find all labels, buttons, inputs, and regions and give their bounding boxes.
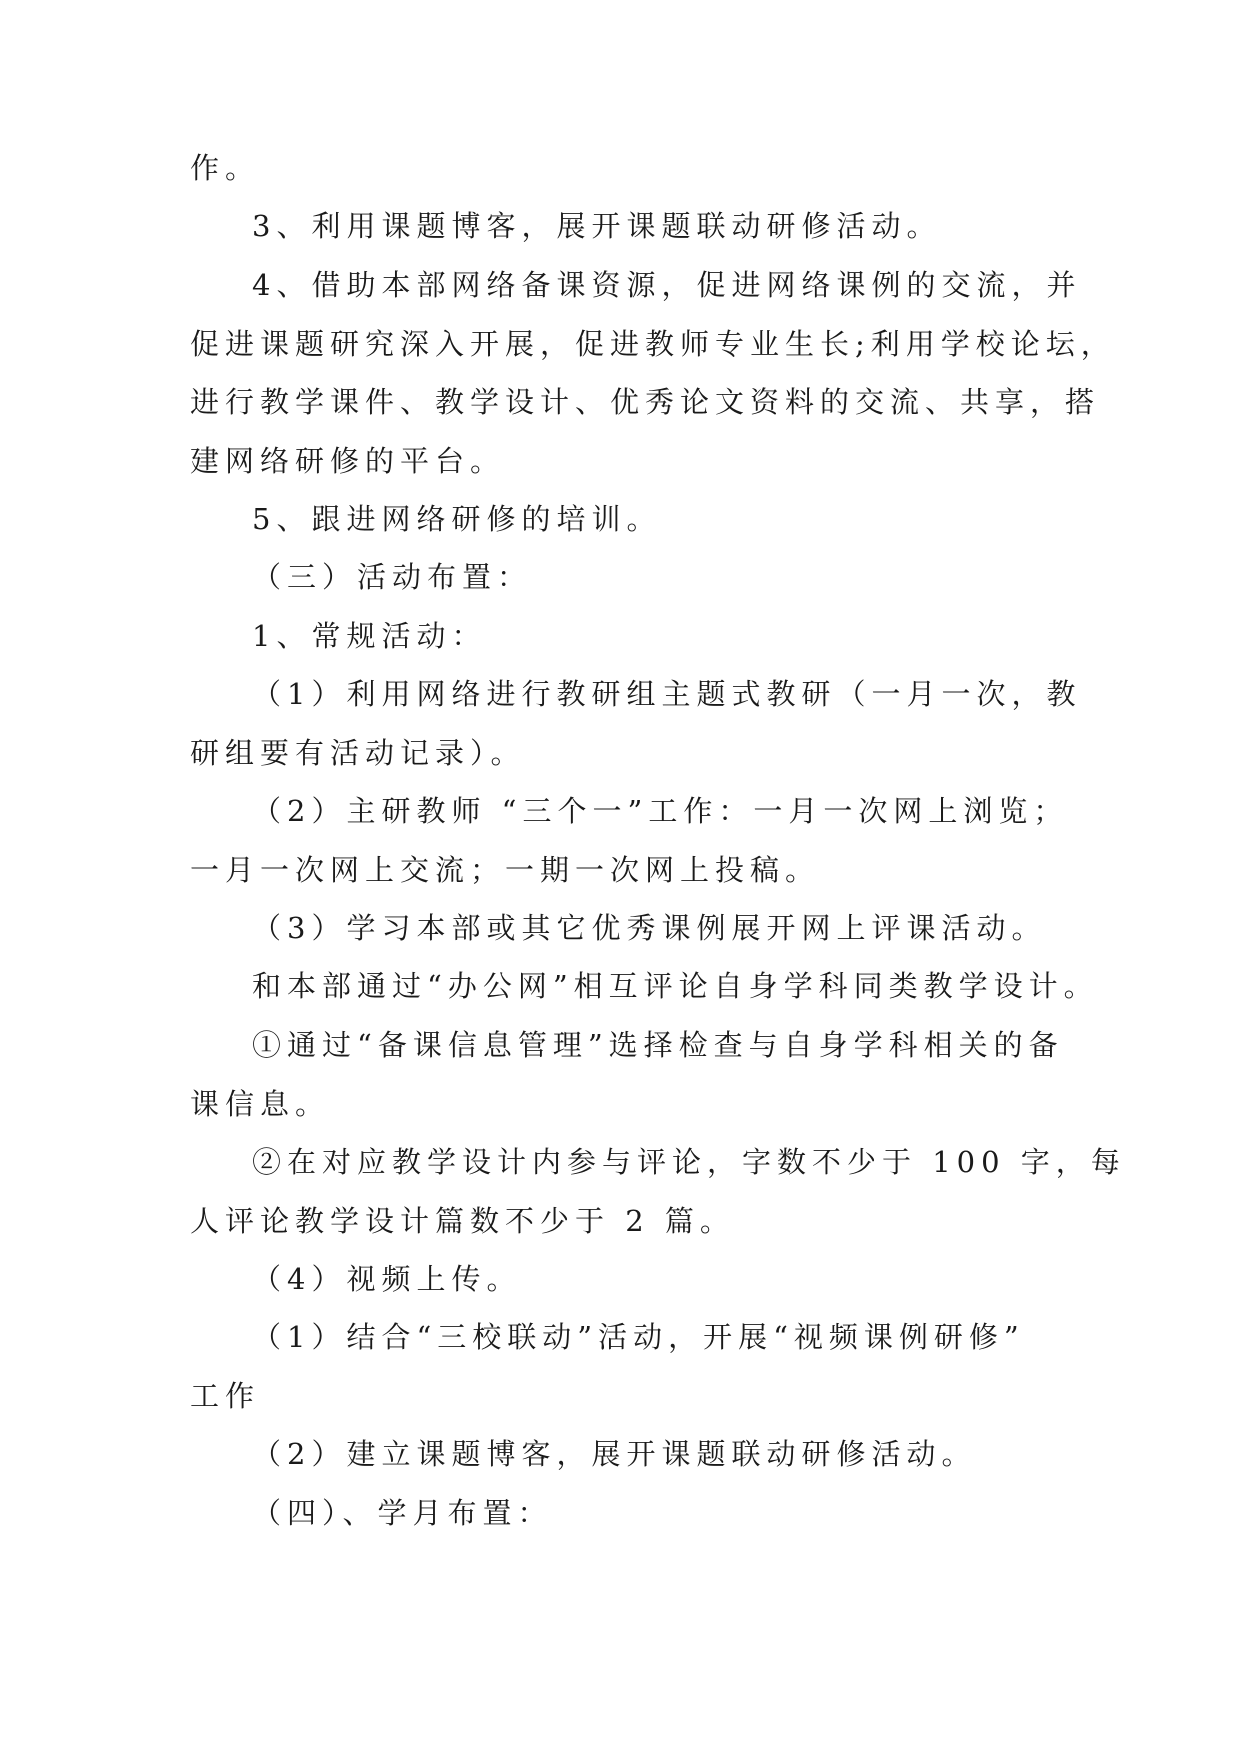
text-line: 建网络研修的平台。 (190, 443, 506, 478)
text-line: （4）视频上传。 (252, 1262, 522, 1296)
text-line: （2）建立课题博客，展开课题联动研修活动。 (252, 1437, 977, 1471)
text-line: （1）利用网络进行教研组主题式教研（一月一次，教 (252, 677, 1082, 711)
paragraph (190, 490, 1050, 549)
paragraph (190, 957, 1099, 1016)
text-line: （3）学习本部或其它优秀课例展开网上评课活动。 (252, 911, 1047, 945)
text-line: （三）活动布置： (252, 560, 533, 594)
text-line: 促进课题研究深入开展，促进教师专业生长;利用学校论坛， (190, 326, 1116, 361)
paragraph (190, 1308, 1050, 1425)
text-line: 5、跟进网络研修的培训。 (252, 502, 662, 536)
paragraph (190, 782, 1069, 899)
paragraph (190, 1250, 1050, 1309)
text-line: （2）主研教师 “三个一”工作：一月一次网上浏览； (252, 794, 1069, 828)
text-line: ①通过“备课信息管理”选择检查与自身学科相关的备 (252, 1028, 1064, 1062)
text-line: 人评论教学设计篇数不少于 2 篇。 (190, 1203, 735, 1238)
text-line: 进行教学课件、教学设计、优秀论文资料的交流、共享，搭 (190, 385, 1101, 419)
paragraph (190, 256, 1116, 490)
paragraph (190, 139, 1050, 198)
paragraph (190, 1425, 1050, 1484)
text-line: 工作 (190, 1378, 261, 1413)
paragraph (190, 607, 1050, 666)
text-line: 和本部通过“办公网”相互评论自身学科同类教学设计。 (252, 969, 1099, 1003)
paragraph (190, 1016, 1064, 1133)
text-line: 4、借助本部网络备课资源，促进网络课例的交流，并 (252, 268, 1082, 302)
text-line: 作。 (190, 151, 261, 185)
paragraph (190, 1133, 1126, 1250)
paragraph (190, 899, 1050, 958)
paragraph (190, 665, 1082, 782)
text-line: （1）结合“三校联动”活动，开展“视频课例研修” (252, 1320, 1025, 1354)
text-line: 一月一次网上交流；一期一次网上投稿。 (190, 852, 821, 887)
paragraph (190, 197, 1050, 256)
paragraph (190, 1484, 1050, 1543)
text-line: 课信息。 (190, 1086, 331, 1121)
text-line: 研组要有活动记录）。 (190, 735, 526, 770)
paragraph (190, 548, 1050, 607)
text-line: 1、常规活动： (252, 619, 487, 653)
text-line: （四）、学月布置： (252, 1496, 553, 1530)
text-line: ②在对应教学设计内参与评论，字数不少于 100 字，每 (252, 1145, 1126, 1179)
text-line: 3、利用课题博客，展开课题联动研修活动。 (252, 209, 942, 243)
